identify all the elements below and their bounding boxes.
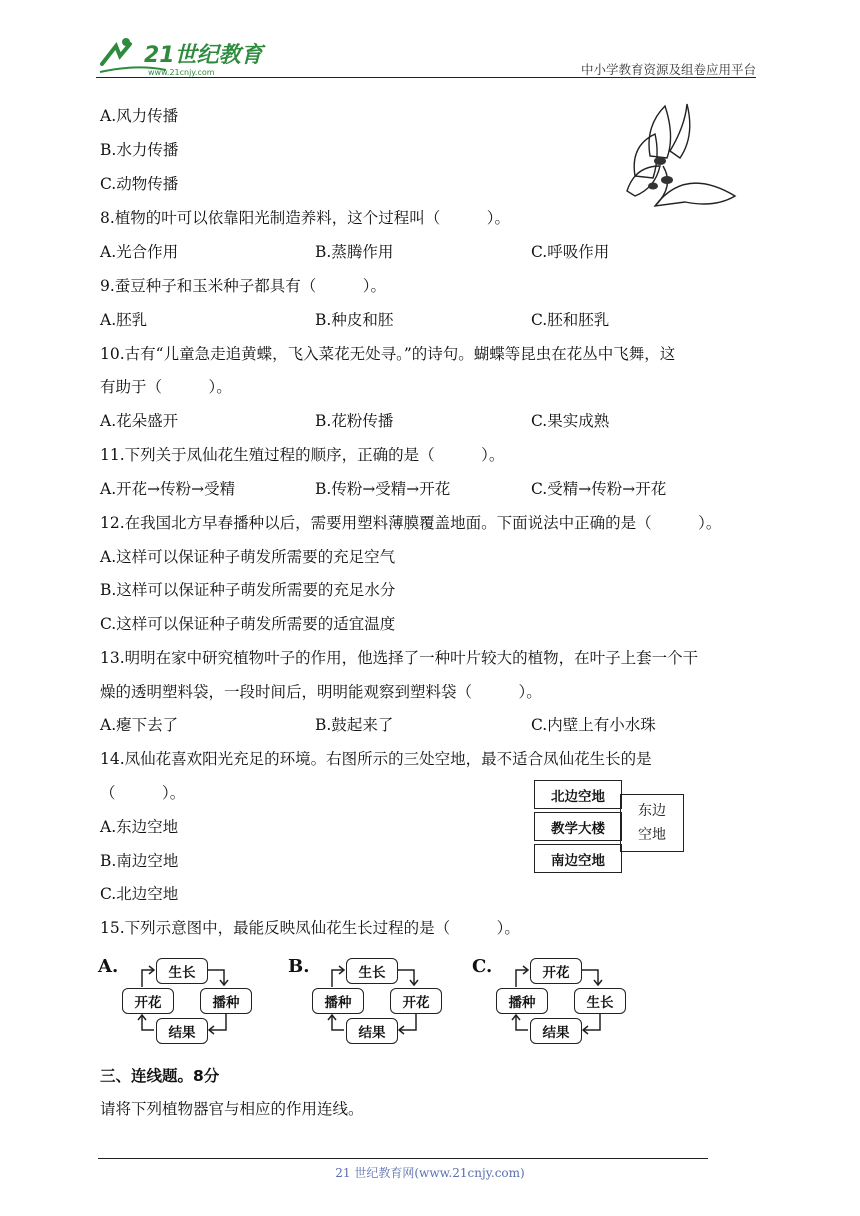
q10-stem-line1: 10.古有“儿童急走追黄蝶，飞入菜花无处寻。”的诗句。蝴蝶等昆虫在花丛中飞舞，这 xyxy=(100,345,676,363)
q7-option-b: B.水力传播 xyxy=(100,141,179,159)
q12-option-b: B.这样可以保证种子萌发所需要的充足水分 xyxy=(100,581,396,599)
cycle-diagram-c xyxy=(472,954,632,1046)
cycle-diagram-b xyxy=(288,954,448,1046)
cycle-letter: C. xyxy=(472,956,493,977)
cycle-right-box: 开花 xyxy=(390,988,442,1014)
q12-stem: 12.在我国北方早春播种以后，需要用塑料薄膜覆盖地面。下面说法中正确的是（ ）。 xyxy=(100,514,722,532)
q11-option-a: A.开花→传粉→受精 xyxy=(100,480,236,498)
q9-option-c: C.胚和胚乳 xyxy=(531,311,610,329)
cycle-bottom-box: 结果 xyxy=(346,1018,398,1044)
winged-seed-illustration-icon xyxy=(615,96,745,218)
footer-text: 21 世纪教育网(www.21cnjy.com) xyxy=(335,1166,525,1180)
cycle-letter: A. xyxy=(98,956,119,977)
q14-option-a: A.东边空地 xyxy=(100,818,179,836)
q7-option-c: C.动物传播 xyxy=(100,175,179,193)
q8-option-a: A.光合作用 xyxy=(100,243,179,261)
cycle-top-box: 生长 xyxy=(156,958,208,984)
header-platform-text: 中小学教育资源及组卷应用平台 xyxy=(580,62,756,77)
cycle-arrows-icon xyxy=(472,954,632,1046)
q11-option-c: C.受精→传粉→开花 xyxy=(531,480,667,498)
q8-option-c: C.呼吸作用 xyxy=(531,243,610,261)
q13-stem-line1: 13.明明在家中研究植物叶子的作用，他选择了一种叶片较大的植物，在叶子上套一个干 xyxy=(100,649,699,667)
q14-stem-line2: （ ）。 xyxy=(100,784,186,802)
cycle-left-box: 开花 xyxy=(122,988,174,1014)
logo-url: www.21cnjy.com xyxy=(148,68,215,77)
q10-option-c: C.果实成熟 xyxy=(531,412,610,430)
q14-option-c: C.北边空地 xyxy=(100,885,179,903)
q12-option-c: C.这样可以保证种子萌发所需要的适宜温度 xyxy=(100,615,396,633)
q9-option-a: A.胚乳 xyxy=(100,311,148,329)
q14-option-b: B.南边空地 xyxy=(100,852,179,870)
map-east-plot xyxy=(620,794,684,852)
q13-option-a: A.瘪下去了 xyxy=(100,716,179,734)
section-3-instruction: 请将下列植物器官与相应的作用连线。 xyxy=(100,1100,364,1118)
map-building: 教学大楼 xyxy=(534,812,622,841)
map-east-label-1: 东边 xyxy=(638,803,666,819)
cycle-letter: B. xyxy=(288,956,310,977)
q8-option-b: B.蒸腾作用 xyxy=(315,243,394,261)
cycle-left-box: 播种 xyxy=(312,988,364,1014)
cycle-top-box: 生长 xyxy=(346,958,398,984)
cycle-arrows-icon xyxy=(288,954,448,1046)
section-3-title: 三、连线题。8分 xyxy=(100,1067,220,1085)
cycle-right-box: 播种 xyxy=(200,988,252,1014)
q14-map-diagram xyxy=(534,780,688,874)
q13-stem-line2: 燥的透明塑料袋，一段时间后，明明能观察到塑料袋（ ）。 xyxy=(100,683,542,701)
cycle-bottom-box: 结果 xyxy=(530,1018,582,1044)
map-south-plot: 南边空地 xyxy=(534,844,622,873)
cycle-left-box: 播种 xyxy=(496,988,548,1014)
map-north-plot: 北边空地 xyxy=(534,780,622,809)
q10-stem-line2: 有助于（ ）。 xyxy=(100,378,232,396)
q12-option-a: A.这样可以保证种子萌发所需要的充足空气 xyxy=(100,548,396,566)
header-divider xyxy=(96,77,756,78)
cycle-arrows-icon xyxy=(98,954,258,1046)
page-header xyxy=(96,30,756,78)
q14-stem-line1: 14.凤仙花喜欢阳光充足的环境。右图所示的三处空地，最不适合凤仙花生长的是 xyxy=(100,750,652,768)
q8-stem: 8.植物的叶可以依靠阳光制造养料，这个过程叫（ ）。 xyxy=(100,209,511,227)
logo-icon xyxy=(96,34,266,78)
q7-option-a: A.风力传播 xyxy=(100,107,179,125)
q10-option-a: A.花朵盛开 xyxy=(100,412,179,430)
q9-stem: 9.蚕豆种子和玉米种子都具有（ ）。 xyxy=(100,277,387,295)
q11-option-b: B.传粉→受精→开花 xyxy=(315,480,451,498)
footer-divider xyxy=(98,1158,708,1159)
cycle-bottom-box: 结果 xyxy=(156,1018,208,1044)
q13-option-b: B.鼓起来了 xyxy=(315,716,394,734)
q15-stem: 15.下列示意图中，最能反映凤仙花生长过程的是（ ）。 xyxy=(100,919,520,937)
q13-option-c: C.内壁上有小水珠 xyxy=(531,716,656,734)
q10-option-b: B.花粉传播 xyxy=(315,412,394,430)
logo-text: 21世纪教育 xyxy=(144,43,263,68)
q9-option-b: B.种皮和胚 xyxy=(315,311,394,329)
cycle-diagram-a xyxy=(98,954,258,1046)
map-east-label-2: 空地 xyxy=(638,827,666,843)
q11-stem: 11.下列关于凤仙花生殖过程的顺序，正确的是（ ）。 xyxy=(100,446,505,464)
cycle-top-box: 开花 xyxy=(530,958,582,984)
cycle-right-box: 生长 xyxy=(574,988,626,1014)
